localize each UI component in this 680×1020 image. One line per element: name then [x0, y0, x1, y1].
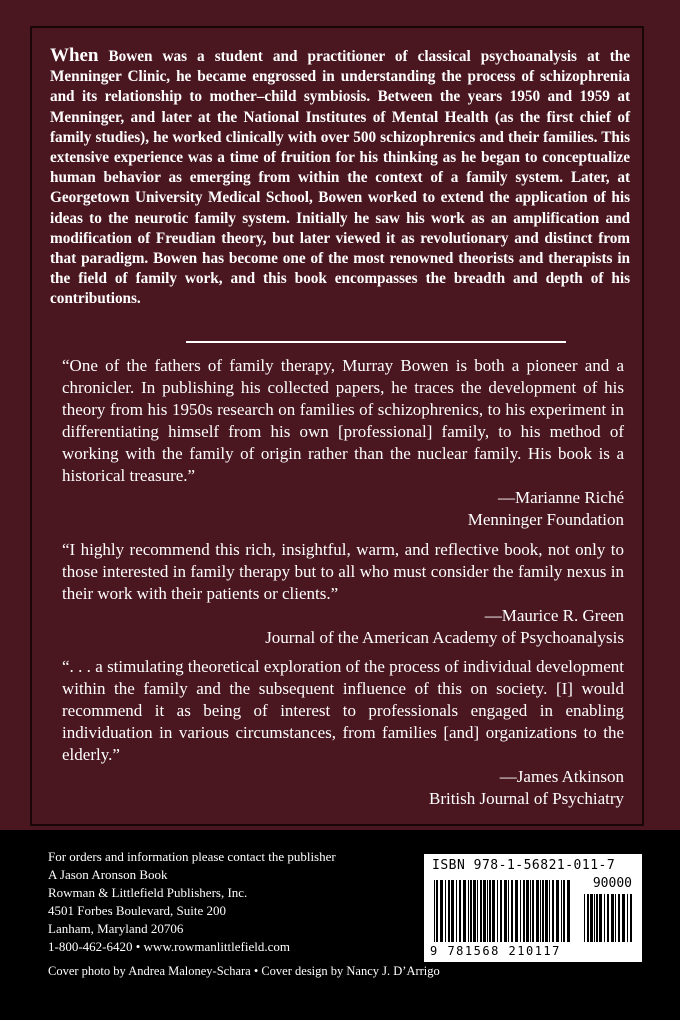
barcode-bar — [492, 880, 495, 942]
barcode-bar — [515, 880, 518, 942]
barcode-bar — [618, 894, 620, 942]
barcode-bar — [520, 880, 521, 942]
barcode-bar — [615, 894, 616, 942]
barcode-bar — [526, 880, 529, 942]
barcode-bar — [500, 880, 502, 942]
price-code: 90000 — [592, 876, 632, 891]
barcode-bar — [468, 880, 469, 942]
contact-line: 1-800-462-6420 • www.rowmanlittlefield.com — [48, 939, 290, 954]
barcode-bars-main — [434, 880, 574, 942]
blurb-first-word: When — [50, 45, 99, 66]
barcode-bar — [436, 880, 438, 942]
barcode-bar — [480, 880, 482, 942]
barcode-bar — [536, 880, 539, 942]
barcode-bar — [532, 880, 534, 942]
barcode-bar — [552, 880, 554, 942]
barcode-bar — [599, 894, 602, 942]
contact-line: Lanham, Maryland 20706 — [48, 921, 184, 936]
barcode-bar — [567, 880, 570, 942]
barcode-bar — [511, 880, 513, 942]
barcode-bar — [563, 880, 565, 942]
barcode-bar — [607, 894, 609, 942]
barcode-bar — [594, 894, 595, 942]
contact-line: A Jason Aronson Book — [48, 867, 168, 882]
barcode-bar — [440, 880, 443, 942]
isbn-label: ISBN 978-1-56821-011-7 — [432, 858, 616, 873]
barcode-bar — [584, 894, 585, 942]
barcode-bar — [459, 880, 461, 942]
quote-author: —Maurice R. Green — [484, 606, 624, 625]
barcode-digits: 9 781568 210117 — [430, 944, 561, 958]
barcode-bar — [487, 880, 488, 942]
isbn-barcode — [424, 854, 642, 962]
publisher-contact — [48, 848, 428, 956]
contact-line: 4501 Forbes Boulevard, Suite 200 — [48, 903, 227, 918]
barcode-bar — [451, 880, 454, 942]
barcode-bar — [470, 880, 472, 942]
barcode-bar — [489, 880, 491, 942]
barcode-bar — [540, 880, 541, 942]
barcode-bar — [627, 894, 628, 942]
barcode-bar — [611, 894, 614, 942]
barcode-bar — [561, 880, 562, 942]
barcode-bar — [630, 894, 632, 942]
description-blurb — [50, 46, 630, 310]
barcode-bar — [587, 894, 589, 942]
barcode-bar — [445, 880, 446, 942]
quote-text: “. . . a stimulating theoretical exploration of the process of individual development within the family and the subsequent influence of this on society. [I] would recommend it as being of interest to professionals engaged in enabling individuation in various circumstances, from families [and] organizations to the elderly.” — [62, 657, 624, 764]
review-quote-3 — [62, 656, 624, 810]
barcode-bar — [448, 880, 450, 942]
barcode-bar — [463, 880, 466, 942]
barcode-bar — [473, 880, 476, 942]
cover-credits: Cover photo by Andrea Maloney-Schara • Cover design by Nancy J. D’Arrigo — [48, 964, 440, 978]
barcode-bars-supplement — [584, 894, 634, 942]
contact-line: For orders and information please contact the publisher — [48, 849, 336, 864]
blurb-body: Bowen was a student and practitioner of classical psychoanalysis at the Menninger Clinic, he became engrossed in understanding the process of schizophrenia and its relationship to mother–child symbiosis. Between the years 1950 and 1959 at Menninger, and later at the National Institutes of Mental Health (as the first chief of family studies), he worked clinically with over 500 schizophrenics and their families. This extensive experience was a time of fruition for his thinking as he began to conceptualize human behavior as emerging from within the context of a family system. Later, at Georgetown University Medical School, Bowen worked to extend the application of his ideas to the neurotic family system. Initially he saw his work as an amplification and modification of Freudian theory, but later viewed it as revolutionary and distinct from that paradigm. Bowen has become one of the most renowned theorists and therapists in the field of family work, and this book encompasses the breadth and depth of his contributions. — [50, 48, 630, 308]
quote-text: “One of the fathers of family therapy, Murray Bowen is both a pioneer and a chronicler. In publishing his collected papers, he traces the development of his theory from his 1950s research on families of schizophrenics, to his experiment in differentiating himself from his own [professional] family, to his method of working with the family of origin rather than the nuclear family. His book is a historical treasure.” — [62, 356, 624, 485]
barcode-bar — [545, 880, 548, 942]
barcode-bar — [434, 880, 435, 942]
quote-source: Menninger Foundation — [467, 510, 624, 529]
barcode-bar — [604, 894, 605, 942]
barcode-bar — [508, 880, 509, 942]
barcode-bar — [504, 880, 507, 942]
contact-line: Rowman & Littlefield Publishers, Inc. — [48, 885, 248, 900]
barcode-bar — [596, 894, 598, 942]
barcode-bar — [622, 894, 625, 942]
barcode-bar — [477, 880, 478, 942]
barcode-bar — [556, 880, 559, 942]
quote-source: Journal of the American Academy of Psychoanalysis — [265, 628, 624, 647]
barcode-bar — [530, 880, 531, 942]
publisher-footer — [0, 830, 680, 1020]
barcode-bar — [542, 880, 544, 942]
quote-text: “I highly recommend this rich, insightful, warm, and reflective book, not only to those interested in family therapy but to all who must consider the family nexus in their work with their patients or clients.” — [62, 540, 624, 603]
barcode-bar — [497, 880, 498, 942]
quote-source: British Journal of Psychiatry — [428, 789, 624, 808]
barcode-bar — [523, 880, 525, 942]
barcode-bar — [590, 894, 593, 942]
quote-author: —Marianne Riché — [497, 488, 624, 507]
divider-rule — [186, 341, 566, 343]
barcode-bar — [483, 880, 486, 942]
review-quote-1 — [62, 355, 624, 531]
quote-author: —James Atkinson — [499, 767, 624, 786]
barcode-bar — [456, 880, 457, 942]
barcode-bar — [549, 880, 550, 942]
review-quote-2 — [62, 539, 624, 649]
